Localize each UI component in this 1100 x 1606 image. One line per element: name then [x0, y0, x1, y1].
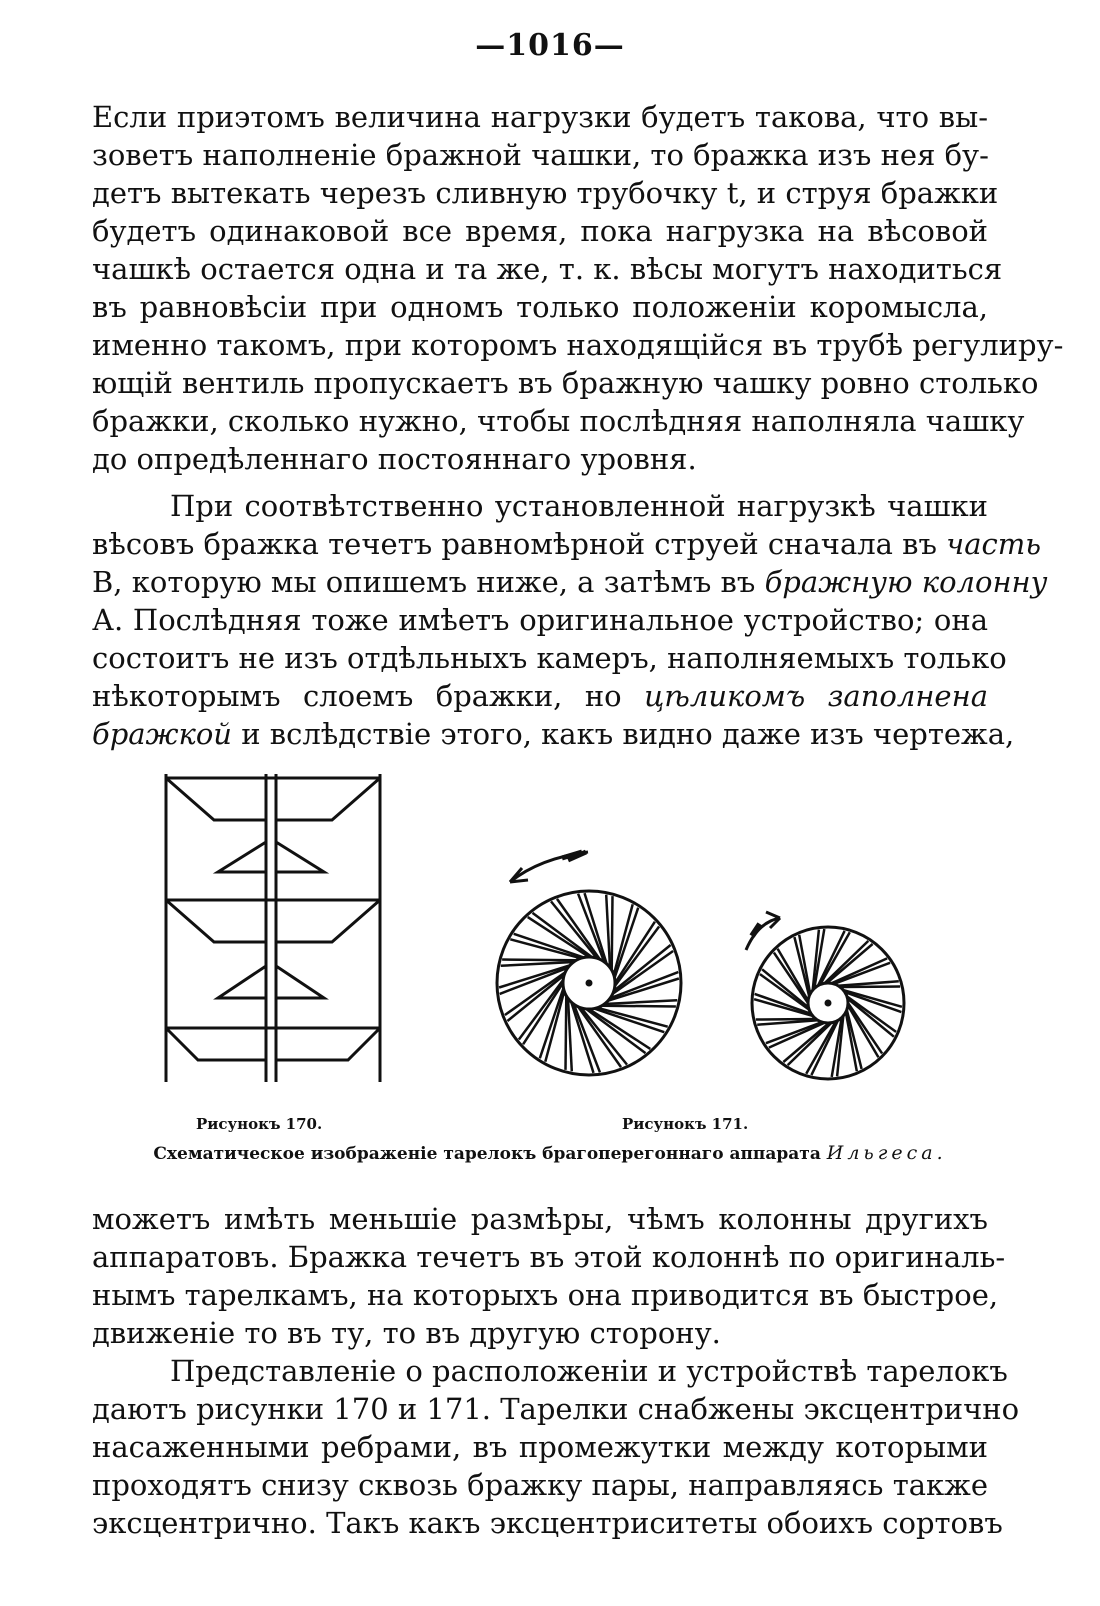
text-line: При соотвѣтственно установленной нагрузкѣ чашки: [170, 489, 988, 523]
text-line: эксцентрично. Такъ какъ эксцентриситеты обоихъ сортовъ: [92, 1506, 1003, 1540]
plate-rib: [501, 962, 574, 966]
text-line: [92, 715, 1015, 753]
italic-term: бражкой: [92, 717, 232, 751]
text-line: бражки, сколько нужно, чтобы послѣдняя наполняла чашку: [92, 404, 1025, 438]
figure-subtitle-name: Ильгеса.: [826, 1142, 947, 1164]
text-line: состоитъ не изъ отдѣльныхъ камеръ, наполняемыхъ только: [92, 641, 1007, 675]
paragraph-2: [92, 487, 1048, 753]
rotation-arrow-icon: [510, 852, 588, 882]
text-line: Представленіе о расположеніи и устройствѣ тарелокъ: [170, 1354, 1008, 1388]
text-run: нѣкоторымъ слоемъ бражки, но: [92, 679, 645, 713]
plate-rib: [502, 960, 576, 961]
figure-170-caption: Рисунокъ 170.: [196, 1115, 323, 1133]
plate-rib: [602, 1006, 676, 1007]
text-line: чашкѣ остается одна и та же, т. к. вѣсы могутъ находиться: [92, 252, 1003, 286]
italic-term: бражную колонну: [764, 565, 1048, 599]
plate-rib: [612, 896, 613, 970]
text-line: движеніе то въ ту, то въ другую сторону.: [92, 1316, 721, 1350]
text-line: ющій вентиль пропускаетъ въ бражную чашку ровно столько: [92, 366, 1039, 400]
text-line: въ равновѣсіи при одномъ только положеніи коромысла,: [92, 290, 988, 324]
text-line: именно такомъ, при которомъ находящійся въ трубѣ регулиру-: [92, 328, 1064, 362]
plate-rib: [843, 990, 902, 1007]
figure-171-caption: Рисунокъ 171.: [622, 1115, 749, 1133]
large-plate: [497, 891, 681, 1075]
text-line: насаженными ребрами, въ промежутки между которыми: [92, 1430, 988, 1464]
paragraph-3: [92, 1200, 1006, 1352]
plate-rib: [566, 996, 567, 1070]
figure-170-column-drawing: [158, 770, 398, 1090]
text-line: [92, 525, 1042, 563]
italic-term: цѣликомъ заполнена: [644, 679, 988, 713]
text-run: и вслѣдствіе этого, какъ видно даже изъ чертежа,: [231, 717, 1015, 751]
text-line: нымъ тарелкамъ, на которыхъ она приводится въ быстрое,: [92, 1278, 999, 1312]
text-line: [92, 677, 988, 715]
text-line: аппаратовъ. Бражка течетъ въ этой колоннѣ по оригиналь-: [92, 1240, 1006, 1274]
small-plate: [752, 927, 904, 1079]
plate-rib: [757, 1020, 818, 1024]
text-line: до опредѣленнаго постояннаго уровня.: [92, 442, 697, 476]
plate-rib: [568, 998, 572, 1071]
page-number: —1016—: [475, 28, 625, 63]
plate-rib: [606, 895, 610, 968]
text-run: В, которую мы опишемъ ниже, а затѣмъ въ: [92, 565, 765, 599]
plate-rib: [838, 981, 899, 985]
plate-rib: [840, 987, 900, 988]
plate-rib: [754, 999, 813, 1016]
text-line: [92, 563, 1048, 601]
paragraph-4: [92, 1352, 1020, 1542]
rotation-arrow-icon: [746, 912, 780, 950]
text-line: проходятъ снизу сквозь бражку пары, направляясь также: [92, 1468, 988, 1502]
text-line: можетъ имѣть меньшіе размѣры, чѣмъ колонны другихъ: [92, 1202, 988, 1236]
figure-171-plates-drawing: [480, 840, 920, 1080]
paragraph-1: [92, 98, 1064, 478]
figure-subtitle: [0, 1142, 1100, 1164]
italic-term: часть: [946, 527, 1042, 561]
text-line: А. Послѣдняя тоже имѣетъ оригинальное устройство; она: [92, 603, 988, 637]
text-line: детъ вытекать черезъ сливную трубочку t, и струя бражки: [92, 176, 999, 210]
plate-rib: [604, 1000, 677, 1004]
text-line: будетъ одинаковой все время, пока нагрузка на вѣсовой: [92, 214, 988, 248]
text-line: даютъ рисунки 170 и 171. Тарелки снабжены эксцентрично: [92, 1392, 1020, 1426]
plate-rib: [756, 1019, 816, 1020]
figure-subtitle-text: Схематическое изображеніе тарелокъ брагоперегоннаго аппарата: [153, 1144, 827, 1164]
text-run: вѣсовъ бражка течетъ равномѣрной струей сначала въ: [92, 527, 947, 561]
text-line: Если приэтомъ величина нагрузки будетъ такова, что вы-: [92, 100, 988, 134]
text-line: зоветъ наполненіе бражной чашки, то бражка изъ нея бу-: [92, 138, 989, 172]
